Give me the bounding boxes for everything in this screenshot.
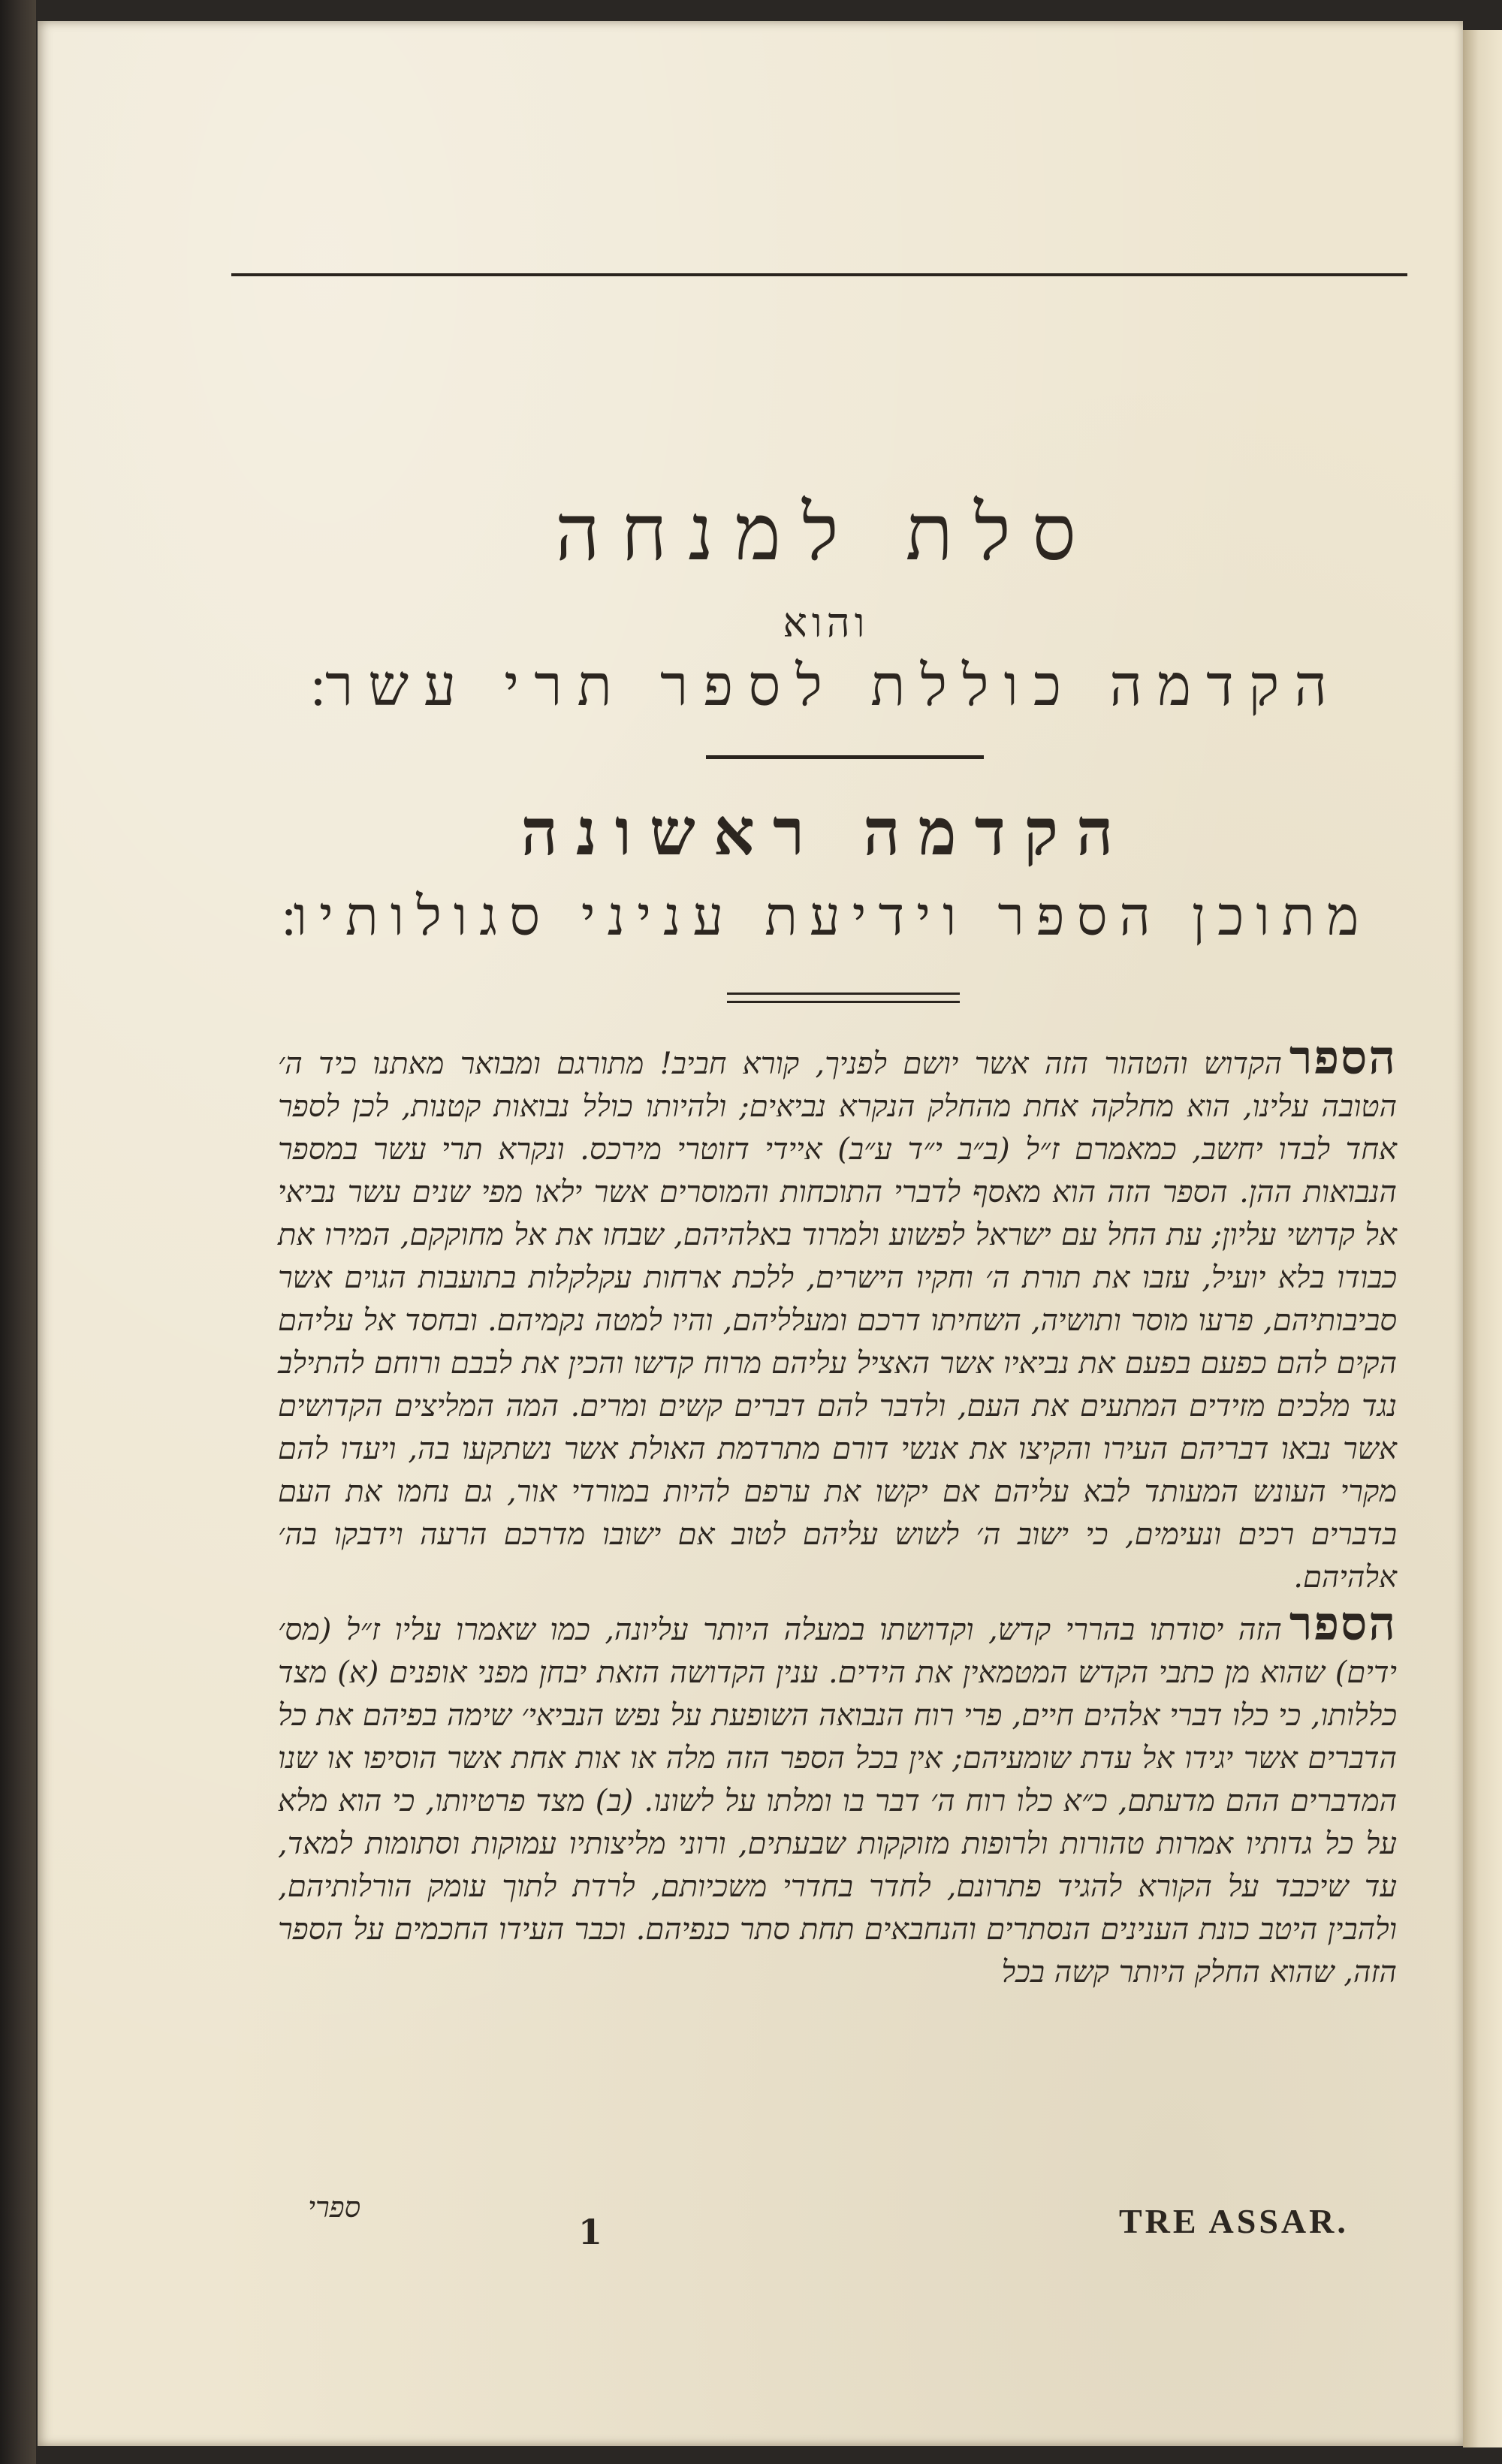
title-separator-rule [706,755,984,759]
body-text [278,1030,1398,1997]
book-page [38,21,1463,2446]
page-number: 1 [578,2212,603,2252]
double-rule-divider [727,993,960,1003]
facing-page-edge [1463,30,1502,2447]
running-footer: TRE ASSAR. [1119,2202,1349,2240]
section-subheading: מתוכן הספר וידיעת עניני סגולותיו׃ [281,884,1371,947]
paragraph-2 [278,1596,1397,1994]
subtitle-which: והוא [783,599,870,646]
page-title: סלת למנחה [555,486,1097,578]
catchword: ספרי [308,2191,361,2224]
paragraph-lead-word: הספר [1289,1596,1397,1651]
paragraph-lead-word: הספר [1289,1030,1397,1085]
subtitle-line: הקדמה כוללת לספר תרי עשר׃ [309,652,1343,718]
section-heading: הקדמה ראשונה [520,794,1132,870]
paragraph-text: הקדוש והטהור הזה אשר יושם לפניך, קורא חביב! מתורגם ומבואר מאתנו כיד ה׳ הטובה עלינו, הוא מחלקה אחת מהחלק הנקרא נביאים; ולהיותו כולל נבואות קטנות, לכן לספר אחד לבדו יחשב, כמאמרם ז״ל (ב״ב י״ד ע״ב) איידי דזוטרי מירכס. ונקרא תרי עשר במספר הנבואות ההן. הספר הזה הוא מאסף לדברי התוכחות והמוסרים אשר ילאו מפי שנים עשר נביאי אל קדושי עליון; עת החל עם ישראל לפשוע ולמרוד באלהיהם, שבחו את אל מחוקקם, המירו את כבודו בלא יועיל, עזבו את תורת ה׳ וחקיו הישרים, ללכת ארחות עקלקלות בתועבות הגוים אשר סביבותיהם, פרעו מוסר ותושיה, השחיתו דרכם ומעלליהם, והיו למטה נקמיהם. ובחסד אל עליהם הקים להם כפעם בפעם את נביאיו אשר האציל עליהם מרוח קדשו והכין את לבבם ורוחם להתילב נגד מלכים מזידים המתעים את העם, ולדבר להם דברים קשים ומרים. המה המליצים הקדושים אשר נבאו דבריהם העירו והקיצו את אנשי דורם מתרדמת האולת אשר נשתקעו בה, ויעדו להם מקרי העונש המעותד לבא עליהם אם יקשו את ערפם להיות במורדי אור, גם נחמו את העם בדברים רכים ונעימים, כי ישוב ה׳ לשוש עליהם לטוב אם ישובו מדרכם הרעה וידבקו בה׳ אלהיהם. [278,1047,1398,1595]
paragraph-1 [278,1030,1398,1599]
book-binding-left [0,0,36,2464]
paragraph-text: הזה יסודתו בהררי קדש, וקדושתו במעלה היותר עליונה, כמו שאמרו עליו ז״ל (מס׳ ידים) שהוא מן כתבי הקדש המטמאין את הידים. ענין הקדושה הזאת יבחן מפני אופנים (א) מצד כללותו, כי כלו דברי אלהים חיים, פרי רוח הנבואה השופעת על נפש הנביאי׳ שימה בפיהם את כל הדברים אשר יגידו אל עדת שומעיהם; אין בכל הספר הזה מלה או אות אחת אשר הוסיפו או שנו המדברים ההם מדעתם, כ״א כלו רוח ה׳ דבר בו ומלתו על לשונו. (ב) מצד פרטיותו, כי הוא מלא על כל גדותיו אמרות טהורות ולרופות מזוקקות שבעתים, ורוני מליצותיו עמוקות וסתומות למאד, עד שיכבד על הקורא להגיד פתרונם, לחדר בחדרי משכיותם, לרדת לתוך עומק הורלותיהם, ולהבין היטב כונת הענינים הנסתרים והנחבאים תחת סתר כנפיהם. וכבר העידו החכמים על הספר הזה, שהוא החלק היותר קשה בכל [278,1613,1397,1990]
top-rule [231,273,1407,276]
